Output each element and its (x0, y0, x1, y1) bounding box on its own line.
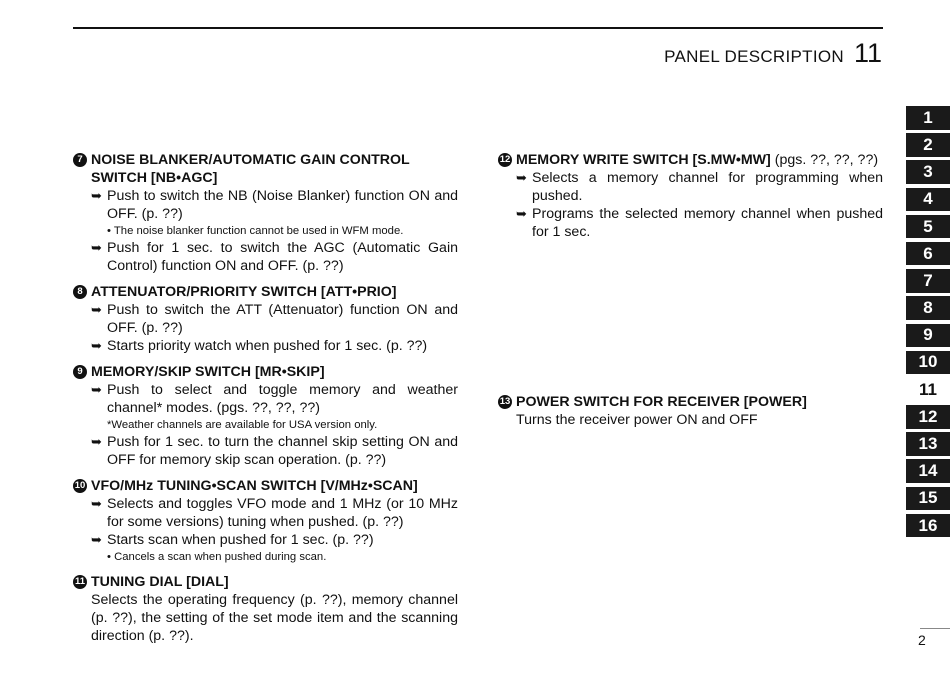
list-item (73, 301, 458, 337)
right-arrow-bullet-icon: ➥ (91, 240, 102, 255)
section-body: Turns the receiver power ON and OFF (516, 412, 758, 428)
tab-chapter-3[interactable]: 3 (906, 160, 950, 184)
tab-chapter-9[interactable]: 9 (906, 324, 950, 348)
tab-chapter-11[interactable]: 11 (906, 378, 950, 402)
right-column (498, 151, 883, 437)
tab-chapter-16[interactable]: 16 (906, 514, 950, 538)
section-title: PANEL DESCRIPTION (664, 47, 844, 66)
right-arrow-bullet-icon: ➥ (91, 338, 102, 353)
tab-chapter-4[interactable]: 4 (906, 188, 950, 212)
list-item (73, 433, 458, 469)
tab-chapter-12[interactable]: 12 (906, 405, 950, 429)
list-item (73, 531, 458, 549)
right-arrow-bullet-icon: ➥ (91, 532, 102, 547)
item-text: Selects a memory channel for programming when pushed. (532, 170, 883, 204)
tab-chapter-8[interactable]: 8 (906, 296, 950, 320)
section-heading (498, 151, 883, 169)
left-column (73, 151, 458, 653)
right-arrow-bullet-icon: ➥ (91, 496, 102, 511)
section-heading (73, 151, 458, 187)
section-body: Selects the operating frequency (p. ??), memory channel (p. ??), the setting of the set mode item and the scanning direction (p. ??). (91, 592, 458, 644)
item-note: • The noise blanker function cannot be used in WFM mode. (107, 225, 404, 237)
item-text: Push to switch the ATT (Attenuator) function ON and OFF. (p. ??) (107, 302, 458, 336)
section-title: POWER SWITCH FOR RECEIVER [POWER] (516, 394, 807, 410)
circled-number-icon: 9 (73, 365, 87, 379)
chapter-tabs (906, 106, 950, 541)
item-text: Programs the selected memory channel when pushed for 1 sec. (532, 206, 883, 240)
chapter-number: 11 (853, 38, 882, 68)
list-item (73, 239, 458, 275)
item-text: Push to switch the NB (Noise Blanker) function ON and OFF. (p. ??) (107, 188, 458, 222)
page-number: 2 (918, 632, 926, 648)
circled-number-icon: 11 (74, 576, 86, 587)
item-text: Starts priority watch when pushed for 1 sec. (p. ??) (107, 338, 428, 354)
tab-chapter-6[interactable]: 6 (906, 242, 950, 266)
item-text: Push to select and toggle memory and weather channel* modes. (pgs. ??, ??, ??) (107, 382, 458, 416)
section-title: MEMORY/SKIP SWITCH [MR•SKIP] (91, 364, 325, 380)
item-note: • Cancels a scan when pushed during scan. (107, 551, 327, 563)
tab-chapter-13[interactable]: 13 (906, 432, 950, 456)
right-arrow-bullet-icon: ➥ (91, 188, 102, 203)
top-rule (73, 27, 883, 29)
section-vfo-scan (73, 477, 458, 565)
right-arrow-bullet-icon: ➥ (91, 382, 102, 397)
right-arrow-bullet-icon: ➥ (516, 206, 527, 221)
section-title: TUNING DIAL [DIAL] (91, 574, 229, 590)
section-heading (498, 393, 883, 411)
circled-number-icon: 12 (499, 154, 511, 165)
list-item (73, 381, 458, 417)
section-title: ATTENUATOR/PRIORITY SWITCH [ATT•PRIO] (91, 284, 397, 300)
right-arrow-bullet-icon: ➥ (516, 170, 527, 185)
right-arrow-bullet-icon: ➥ (91, 434, 102, 449)
section-heading (73, 363, 458, 381)
section-memory-write (498, 151, 883, 241)
section-dial (73, 573, 458, 645)
tab-chapter-2[interactable]: 2 (906, 133, 950, 157)
list-item (73, 187, 458, 223)
circled-number-icon: 8 (73, 285, 87, 299)
circled-number-icon: 13 (499, 396, 511, 407)
section-power (498, 393, 883, 429)
item-text: Starts scan when pushed for 1 sec. (p. ??) (107, 532, 374, 548)
list-item (73, 495, 458, 531)
item-text: Push for 1 sec. to turn the channel skip setting ON and OFF for memory skip scan operation. (p. ??) (107, 434, 458, 468)
item-text: Push for 1 sec. to switch the AGC (Automatic Gain Control) function ON and OFF. (p. ??) (107, 240, 458, 274)
page-header (664, 38, 882, 69)
section-nb-agc (73, 151, 458, 275)
section-heading (73, 477, 458, 495)
item-note: *Weather channels are available for USA version only. (107, 419, 378, 431)
list-item (73, 337, 458, 355)
section-att-prio (73, 283, 458, 355)
circled-number-icon: 10 (74, 480, 86, 491)
list-item (498, 169, 883, 205)
section-title: MEMORY WRITE SWITCH [S.MW•MW] (516, 152, 771, 168)
tab-chapter-14[interactable]: 14 (906, 459, 950, 483)
list-item (498, 205, 883, 241)
tab-chapter-5[interactable]: 5 (906, 215, 950, 239)
section-heading (73, 573, 458, 591)
section-mr-skip (73, 363, 458, 469)
section-heading (73, 283, 458, 301)
item-text: Selects and toggles VFO mode and 1 MHz (or 10 MHz for some versions) tuning when pushed. (p. ??) (107, 496, 458, 530)
section-title: VFO/MHz TUNING•SCAN SWITCH [V/MHz•SCAN] (91, 478, 418, 494)
page-reference: (pgs. ??, ??, ??) (774, 152, 879, 168)
tab-chapter-10[interactable]: 10 (906, 351, 950, 375)
tab-chapter-7[interactable]: 7 (906, 269, 950, 293)
right-arrow-bullet-icon: ➥ (91, 302, 102, 317)
tab-chapter-1[interactable]: 1 (906, 106, 950, 130)
circled-number-icon: 7 (73, 153, 87, 167)
section-title: NOISE BLANKER/AUTOMATIC GAIN CONTROL SWITCH [NB•AGC] (91, 152, 410, 186)
footer-rule (920, 628, 950, 629)
tab-chapter-15[interactable]: 15 (906, 487, 950, 511)
